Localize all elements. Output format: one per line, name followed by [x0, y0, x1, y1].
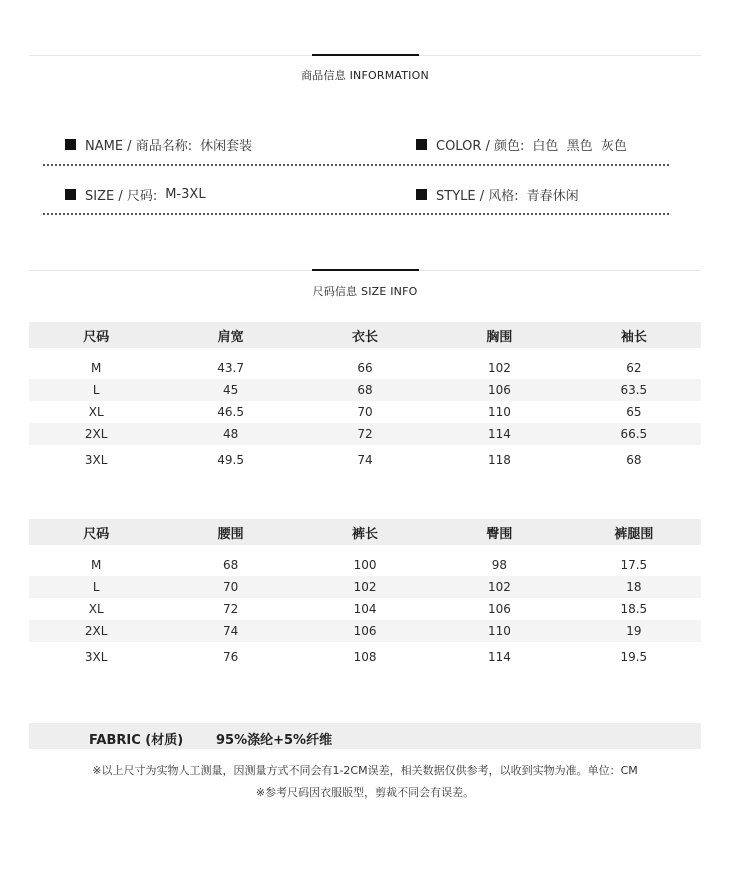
table-cell: XL: [88, 602, 104, 616]
table-cell: 63.5: [620, 383, 648, 397]
table-header: [29, 519, 701, 545]
measurement-note: ※以上尺寸为实物人工测量，因测量方式不同会有1-2CM误差，相关数据仅供参考，以收到实物为准。单位：CM: [92, 764, 638, 777]
table-cell: 114: [487, 427, 511, 441]
size-label: SIZE / 尺码:: [85, 189, 158, 204]
size-field: [65, 185, 206, 204]
table-cell: M: [91, 361, 102, 375]
header-cell: 臀围: [486, 526, 513, 542]
table-cell: 118: [487, 453, 511, 467]
table-row: [29, 401, 701, 423]
table-row: [29, 598, 701, 620]
table-cell: 62: [626, 361, 642, 375]
color-label: COLOR / 颜色:: [436, 139, 525, 154]
table-cell: 2XL: [84, 427, 108, 441]
table-cell: 2XL: [84, 624, 108, 638]
table-cell: XL: [88, 405, 104, 419]
header-cell: 尺码: [83, 526, 110, 542]
style-value: 青春休闲: [526, 189, 579, 204]
style-label: STYLE / 风格:: [436, 189, 519, 204]
header-cell: 胸围: [486, 329, 513, 345]
table-cell: 106: [353, 624, 377, 638]
dotted-divider: [43, 213, 669, 215]
table-cell: 45: [222, 383, 239, 397]
name-label: NAME / 商品名称:: [85, 139, 193, 154]
table-cell: 19.5: [620, 650, 648, 664]
table-cell: L: [92, 383, 100, 397]
table-cell: 98: [491, 558, 508, 572]
table-row: [29, 620, 701, 642]
table-cell: 110: [487, 624, 511, 638]
dotted-divider: [43, 164, 669, 166]
size-section-title: 尺码信息 SIZE INFO: [312, 285, 418, 298]
name-field: [65, 135, 252, 154]
table-cell: 49.5: [217, 453, 244, 467]
header-cell: 尺码: [83, 329, 110, 345]
table-cell: 104: [353, 602, 377, 616]
table-cell: 102: [487, 580, 511, 594]
info-title-bar: [312, 54, 419, 56]
table-cell: 68: [222, 558, 239, 572]
header-cell: 肩宽: [217, 329, 244, 345]
bullet-square-icon: [65, 189, 76, 200]
table-cell: 114: [487, 650, 511, 664]
header-cell: 裤腿围: [614, 526, 654, 542]
fabric-label: FABRIC (材质): [89, 733, 184, 748]
header-cell: 袖长: [620, 329, 647, 345]
table-header: [29, 322, 701, 348]
table-cell: 17.5: [620, 558, 648, 572]
fabric-value: 95%涤纶+5%纤维: [216, 733, 333, 748]
table-cell: 19: [626, 624, 642, 638]
bullet-square-icon: [65, 139, 76, 150]
bullet-square-icon: [416, 189, 427, 200]
table-cell: 70: [357, 405, 373, 419]
table-cell: 48: [222, 427, 239, 441]
table-row: [29, 554, 701, 576]
table-row: [29, 423, 701, 445]
table-cell: 72: [357, 427, 373, 441]
size-value: M-3XL: [165, 187, 206, 202]
header-cell: 衣长: [352, 329, 379, 345]
table-row: [29, 445, 701, 475]
table-cell: 74: [222, 624, 239, 638]
table-row: [29, 357, 701, 379]
table-cell: 66: [357, 361, 373, 375]
table-cell: 108: [353, 650, 377, 664]
table-cell: 102: [487, 361, 511, 375]
table-cell: 110: [487, 405, 511, 419]
color-value: 白色 黑色 灰色: [532, 139, 627, 154]
table-cell: 106: [487, 602, 511, 616]
table-cell: 70: [222, 580, 239, 594]
table-cell: 106: [487, 383, 511, 397]
size-title-bar: [312, 269, 419, 271]
style-field: [416, 185, 579, 204]
table-cell: 18: [626, 580, 642, 594]
table-cell: 72: [222, 602, 239, 616]
table-cell: M: [91, 558, 102, 572]
table-row: [29, 576, 701, 598]
table-cell: 100: [353, 558, 377, 572]
table-cell: 3XL: [84, 453, 108, 467]
table-cell: 68: [357, 383, 373, 397]
table-row: [29, 379, 701, 401]
bullet-square-icon: [416, 139, 427, 150]
header-cell: 腰围: [217, 526, 244, 542]
table-cell: 76: [222, 650, 239, 664]
table-cell: 3XL: [84, 650, 108, 664]
fabric-bar: [29, 723, 701, 749]
table-cell: 18.5: [620, 602, 648, 616]
table-cell: 66.5: [620, 427, 648, 441]
sizing-note: ※参考尺码因衣服版型，剪裁不同会有误差。: [255, 786, 475, 799]
top-size-table: [29, 322, 701, 475]
table-cell: 68: [626, 453, 642, 467]
table-cell: L: [92, 580, 100, 594]
color-field: [416, 135, 627, 154]
table-cell: 46.5: [217, 405, 244, 419]
table-cell: 65: [626, 405, 642, 419]
info-section-title: 商品信息 INFORMATION: [301, 69, 429, 82]
table-cell: 74: [357, 453, 373, 467]
table-row: [29, 642, 701, 672]
bottom-size-table: [29, 519, 701, 672]
header-cell: 裤长: [352, 526, 379, 542]
table-cell: 43.7: [217, 361, 244, 375]
name-value: 休闲套装: [200, 139, 253, 154]
table-cell: 102: [353, 580, 377, 594]
